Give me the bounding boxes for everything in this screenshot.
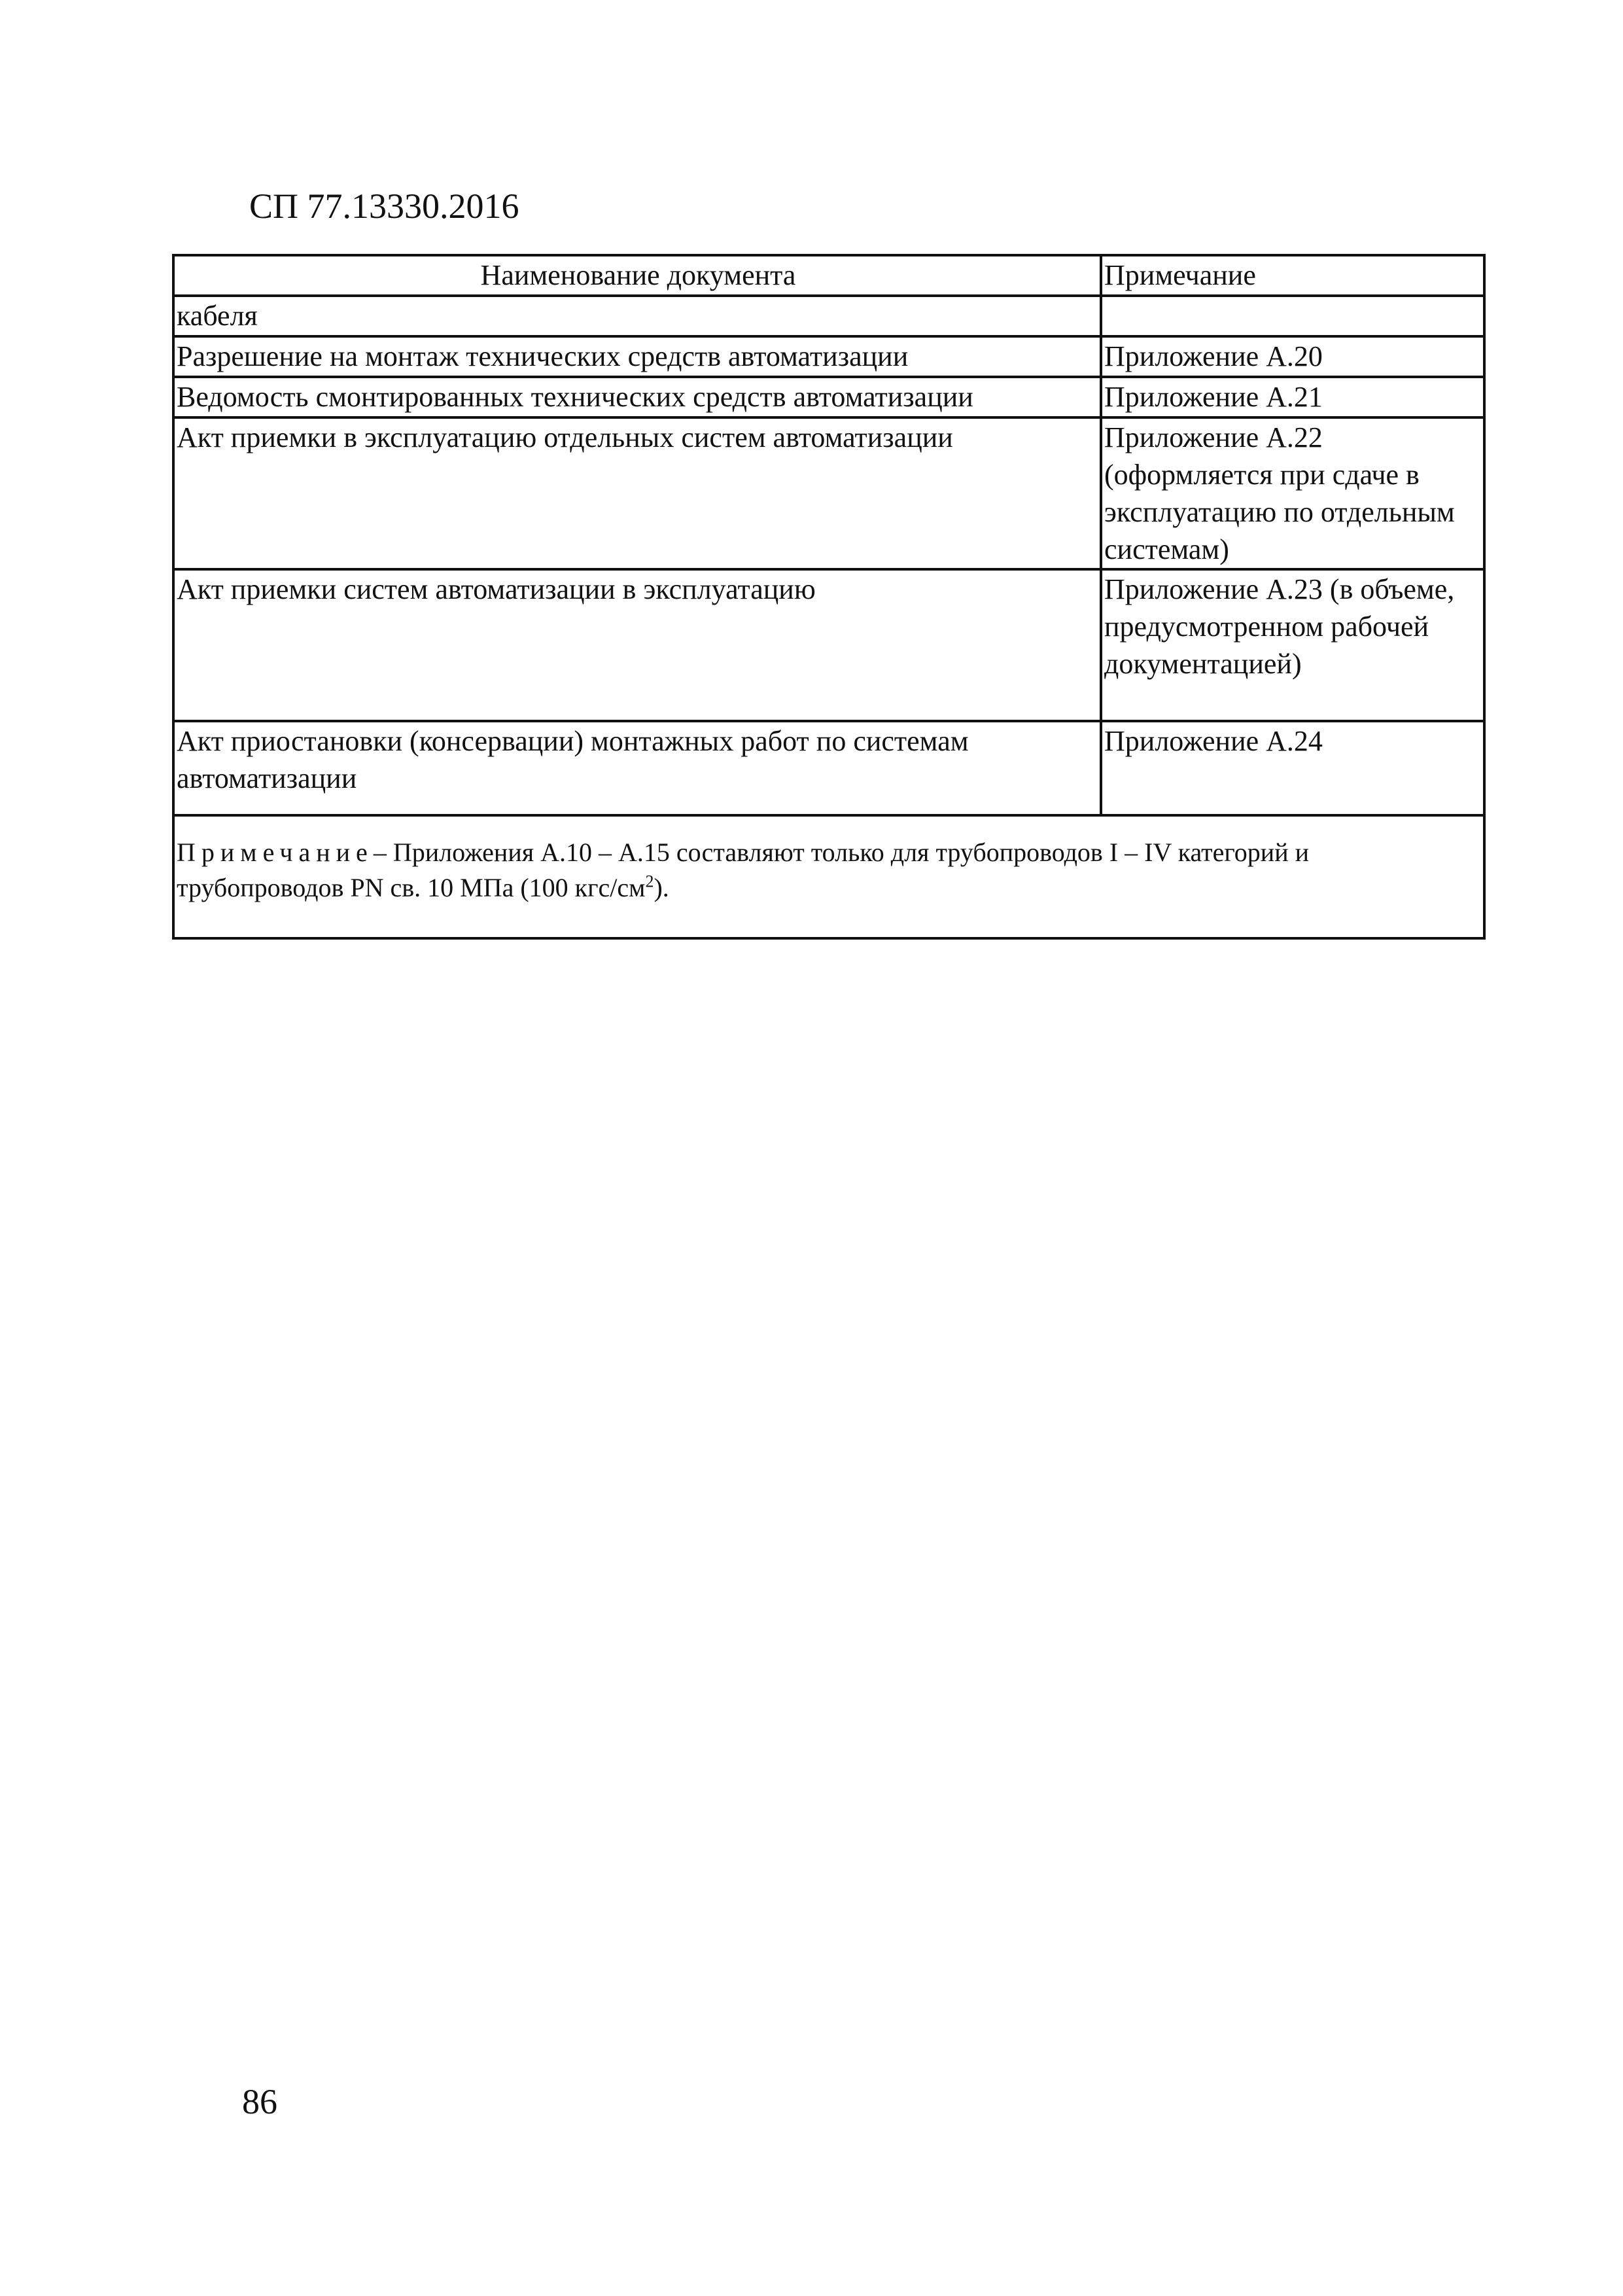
document-code: СП 77.13330.2016: [249, 186, 519, 226]
table-row: [173, 417, 1484, 569]
table-row: [173, 296, 1484, 336]
note-cell: [1101, 296, 1484, 336]
note-cell: Приложение А.23 (в объеме, предусмотренном рабочей документацией): [1101, 569, 1484, 721]
documents-table: [172, 254, 1486, 940]
note-cell: Приложение А.21: [1101, 377, 1484, 417]
footnote-line-1: [177, 835, 1483, 870]
document-name-cell: Акт приемки в эксплуатацию отдельных систем автоматизации: [173, 417, 1101, 569]
table-row: [173, 377, 1484, 417]
note-cell: Приложение А.20: [1101, 336, 1484, 377]
note-cell: Приложение А.24: [1101, 721, 1484, 815]
table-footnote: [173, 815, 1484, 938]
document-name-cell: Разрешение на монтаж технических средств автоматизации: [173, 336, 1101, 377]
footnote-line-2: [177, 870, 1483, 906]
document-name-cell: Акт приостановки (консервации) монтажных работ по системам автоматизации: [173, 721, 1101, 815]
document-name-cell: Акт приемки систем автоматизации в эксплуатацию: [173, 569, 1101, 721]
footnote-text-line-2: трубопроводов PN св. 10 МПа (100 кгс/см: [177, 873, 646, 902]
table-row: [173, 721, 1484, 815]
column-header-note: Примечание: [1101, 255, 1484, 296]
document-name-cell: кабеля: [173, 296, 1101, 336]
table-header-row: [173, 255, 1484, 296]
footnote-superscript: 2: [645, 872, 654, 891]
table-footnote-row: [173, 815, 1484, 938]
footnote-text-line-1: – Приложения А.10 – А.15 составляют только для трубопроводов I – IV категорий и: [373, 838, 1310, 867]
document-name-cell: Ведомость смонтированных технических средств автоматизации: [173, 377, 1101, 417]
footnote-label: Примечание: [177, 838, 374, 867]
table-row: [173, 569, 1484, 721]
note-cell: Приложение А.22 (оформляется при сдаче в эксплуатацию по отдельным системам): [1101, 417, 1484, 569]
column-header-name: Наименование документа: [173, 255, 1101, 296]
table-row: [173, 336, 1484, 377]
footnote-text-line-2-end: ).: [654, 873, 669, 902]
page-number: 86: [242, 2082, 277, 2121]
